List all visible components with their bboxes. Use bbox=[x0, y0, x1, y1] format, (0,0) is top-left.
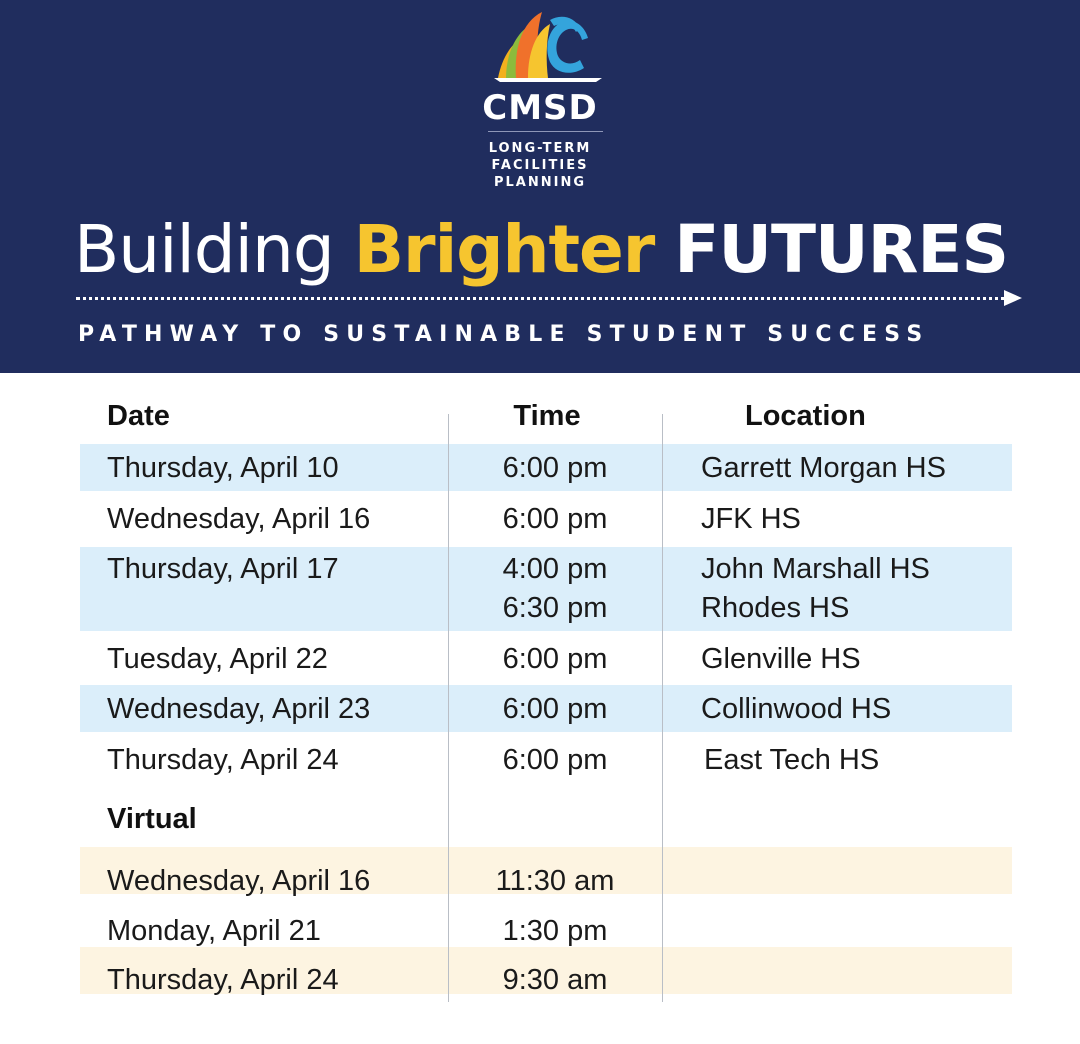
column-divider bbox=[662, 414, 663, 1002]
row-date: Thursday, April 24 bbox=[107, 744, 339, 776]
virtual-row-date: Thursday, April 24 bbox=[107, 964, 339, 996]
virtual-row-time: 1:30 pm bbox=[502, 915, 608, 947]
row-date: Thursday, April 17 bbox=[107, 553, 339, 585]
row-date: Tuesday, April 22 bbox=[107, 643, 328, 675]
header-time: Time bbox=[513, 400, 581, 432]
headline-word-brighter: Brighter bbox=[353, 211, 655, 288]
subtitle-line-1: LONG-TERM bbox=[488, 141, 592, 156]
virtual-row-date: Wednesday, April 16 bbox=[107, 865, 371, 897]
row-location: JFK HS bbox=[701, 503, 801, 535]
header-date: Date bbox=[107, 400, 170, 432]
tagline: PATHWAY TO SUSTAINABLE STUDENT SUCCESS bbox=[78, 322, 930, 347]
headline-word-building: Building bbox=[74, 211, 334, 288]
row-time: 6:00 pm bbox=[502, 693, 608, 725]
row-time: 6:30 pm bbox=[502, 592, 608, 624]
headline-word-futures: FUTURES bbox=[674, 211, 1009, 288]
virtual-row-date: Monday, April 21 bbox=[107, 915, 321, 947]
brand-divider bbox=[488, 131, 603, 132]
virtual-row-time: 9:30 am bbox=[502, 964, 608, 996]
row-time: 6:00 pm bbox=[502, 744, 608, 776]
row-location: Glenville HS bbox=[701, 643, 861, 675]
row-location: John Marshall HS bbox=[701, 553, 930, 585]
row-date: Wednesday, April 23 bbox=[107, 693, 371, 725]
row-date: Thursday, April 10 bbox=[107, 452, 339, 484]
header-banner bbox=[0, 0, 1080, 373]
subtitle-line-2: FACILITIES bbox=[491, 158, 589, 173]
row-location: Collinwood HS bbox=[701, 693, 892, 725]
row-time: 6:00 pm bbox=[502, 452, 608, 484]
row-location: Garrett Morgan HS bbox=[701, 452, 946, 484]
row-location: Rhodes HS bbox=[701, 592, 850, 624]
row-date: Wednesday, April 16 bbox=[107, 503, 371, 535]
virtual-row-time: 11:30 am bbox=[495, 865, 615, 897]
row-location: East Tech HS bbox=[704, 744, 880, 776]
dotted-line bbox=[76, 297, 1012, 300]
virtual-heading: Virtual bbox=[107, 803, 197, 835]
row-time: 6:00 pm bbox=[502, 643, 608, 675]
subtitle-line-3: PLANNING bbox=[493, 175, 587, 190]
row-time: 4:00 pm bbox=[502, 553, 608, 585]
cmsd-logo-icon bbox=[484, 8, 608, 86]
row-time: 6:00 pm bbox=[502, 503, 608, 535]
arrow-right-icon bbox=[1004, 290, 1022, 306]
brand-name: CMSD bbox=[482, 88, 598, 128]
header-location: Location bbox=[745, 400, 866, 432]
headline bbox=[74, 210, 1008, 290]
